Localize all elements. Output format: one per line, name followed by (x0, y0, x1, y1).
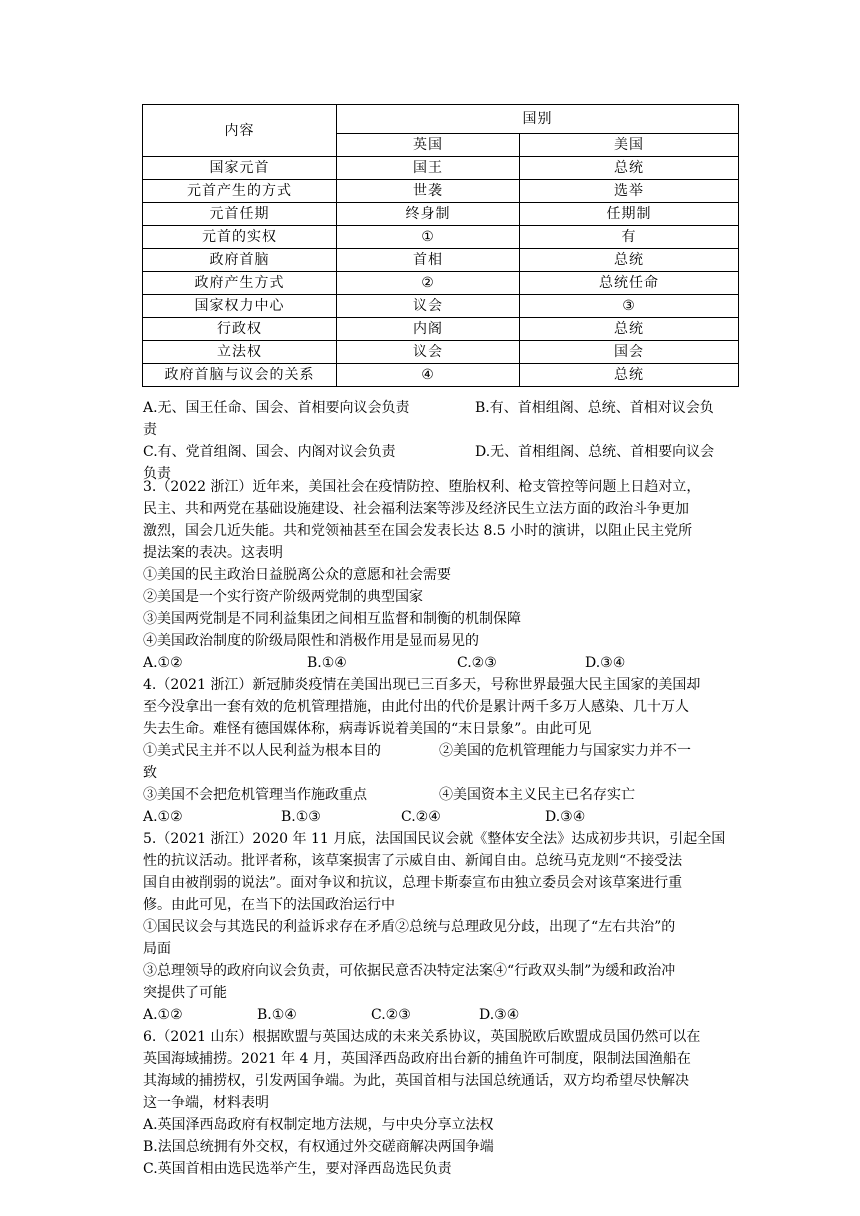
option-d: D.③④ (479, 1007, 520, 1023)
statement: ②美国是一个实行资产阶级两党制的典型国家 (143, 589, 423, 605)
cell-us: 总统 (520, 157, 739, 180)
table-row (143, 364, 739, 387)
cell-us: 有 (520, 226, 739, 249)
row-label: 政府首脑与议会的关系 (143, 364, 337, 387)
cell-us: 选举 (520, 180, 739, 203)
cell-uk: ④ (337, 364, 520, 387)
cell-uk: 世袭 (337, 180, 520, 203)
statement-cont: 局面 (143, 941, 171, 957)
header-us: 美国 (520, 134, 739, 157)
cell-uk: 国王 (337, 157, 520, 180)
question-text: 提法案的表决。这表明 (143, 545, 283, 561)
question-text: 激烈，国会几近失能。共和党领袖甚至在国会发表长达 8.5 小时的演讲，以阻止民主党所 (143, 523, 693, 539)
cell-us: 任期制 (520, 203, 739, 226)
option-b: B.有、首相组阁、总统、首相对议会负 (475, 400, 714, 416)
cell-uk: 议会 (337, 295, 520, 318)
cell-us: 总统 (520, 249, 739, 272)
header-country: 国别 (337, 105, 739, 134)
cell-uk: 首相 (337, 249, 520, 272)
option-c: C.有、党首组阁、国会、内阁对议会负责 (143, 444, 396, 460)
row-label: 行政权 (143, 318, 337, 341)
question-4 (143, 674, 743, 828)
cell-uk: 终身制 (337, 203, 520, 226)
option-b-cont: 责 (143, 422, 157, 438)
option-b: B.①③ (281, 809, 321, 825)
question-5 (143, 828, 743, 1026)
question-text: 3.（2022 浙江）近年来，美国社会在疫情防控、堕胎权利、枪支管控等问题上日趋对立， (143, 479, 701, 495)
table-row (143, 249, 739, 272)
cell-uk: 议会 (337, 341, 520, 364)
cell-us: 总统 (520, 364, 739, 387)
option-d: D.③④ (545, 809, 586, 825)
question-text: 修。由此可见，在当下的法国政治运行中 (143, 897, 395, 913)
table-row (143, 157, 739, 180)
option-c: C.②③ (371, 1007, 411, 1023)
row-label: 元首任期 (143, 203, 337, 226)
option-c: C.②④ (401, 809, 441, 825)
question-text: 国自由被削弱的说法”。面对争议和抗议，总理卡斯泰宣布由独立委员会对该草案进行重 (143, 875, 683, 891)
option-c: C.英国首相由选民选举产生，要对泽西岛选民负责 (143, 1161, 452, 1177)
question-6 (143, 1026, 743, 1180)
question-3 (143, 476, 743, 674)
comparison-table (142, 104, 739, 387)
statement: ③美国两党制是不同利益集团之间相互监督和制衡的机制保障 (143, 611, 521, 627)
statement: ①美国的民主政治日益脱离公众的意愿和社会需要 (143, 567, 451, 583)
question-text: 民主、共和两党在基础设施建设、社会福利法案等涉及经济民生立法方面的政治斗争更加 (143, 501, 689, 517)
question-text: 至今没拿出一套有效的危机管理措施，由此付出的代价是累计两千多万人感染、几十万人 (143, 699, 689, 715)
row-label: 立法权 (143, 341, 337, 364)
row-label: 政府产生方式 (143, 272, 337, 295)
question-text: 性的抗议活动。批评者称，该草案损害了示威自由、新闻自由。总统马克龙则“不接受法 (143, 853, 683, 869)
option-a: A.①② (143, 809, 183, 825)
option-d: D.③④ (585, 655, 626, 671)
question-text: 5.（2021 浙江）2020 年 11 月底，法国国民议会就《整体安全法》达成初步共识，引起全国 (143, 831, 726, 847)
row-label: 政府首脑 (143, 249, 337, 272)
cell-us: ③ (520, 295, 739, 318)
cell-us: 总统 (520, 318, 739, 341)
table-row (143, 295, 739, 318)
option-b: B.①④ (257, 1007, 297, 1023)
question-text: 这一争端，材料表明 (143, 1095, 269, 1111)
option-d: D.无、首相组阁、总统、首相要向议会 (475, 444, 715, 460)
statement: ③美国不会把危机管理当作施政重点 (143, 787, 367, 803)
statement: ④美国政治制度的阶级局限性和消极作用是显而易见的 (143, 633, 479, 649)
cell-us: 总统任命 (520, 272, 739, 295)
statement: ③总理领导的政府向议会负责，可依据民意否决特定法案④“行政双头制”为缓和政治冲 (143, 963, 676, 979)
statement-cont: 突提供了可能 (143, 985, 227, 1001)
row-label: 元首产生的方式 (143, 180, 337, 203)
table-row (143, 226, 739, 249)
table-row (143, 272, 739, 295)
question-text: 其海域的捕捞权，引发两国争端。为此，英国首相与法国总统通话，双方均希望尽快解决 (143, 1073, 689, 1089)
cell-uk: ① (337, 226, 520, 249)
option-a: A.①② (143, 655, 183, 671)
table-row (143, 341, 739, 364)
question-text: 6.（2021 山东）根据欧盟与英国达成的未来关系协议，英国脱欧后欧盟成员国仍然可以在 (143, 1029, 701, 1045)
option-a: A.无、国王任命、国会、首相要向议会负责 (143, 400, 410, 416)
row-label: 元首的实权 (143, 226, 337, 249)
row-label: 国家元首 (143, 157, 337, 180)
cell-uk: 内阁 (337, 318, 520, 341)
header-content: 内容 (143, 105, 337, 157)
question-2-options (143, 397, 743, 485)
cell-uk: ② (337, 272, 520, 295)
question-text: 失去生命。难怪有德国媒体称，病毒诉说着美国的“末日景象”。由此可见 (143, 721, 592, 737)
option-d-cont: 负责 (143, 466, 171, 482)
row-label: 国家权力中心 (143, 295, 337, 318)
statement: ①美式民主并不以人民利益为根本目的 (143, 743, 381, 759)
statement-cont: 致 (143, 765, 157, 781)
option-b: B.法国总统拥有外交权，有权通过外交磋商解决两国争端 (143, 1139, 494, 1155)
statement: ④美国资本主义民主已名存实亡 (439, 787, 635, 803)
cell-us: 国会 (520, 341, 739, 364)
header-uk: 英国 (337, 134, 520, 157)
statement: ②美国的危机管理能力与国家实力并不一 (439, 743, 691, 759)
option-c: C.②③ (457, 655, 497, 671)
table-row (143, 203, 739, 226)
option-b: B.①④ (307, 655, 347, 671)
question-text: 4.（2021 浙江）新冠肺炎疫情在美国出现已三百多天，号称世界最强大民主国家的美国却 (143, 677, 701, 693)
option-a: A.英国泽西岛政府有权制定地方法规，与中央分享立法权 (143, 1117, 494, 1133)
question-text: 英国海域捕捞。2021 年 4 月，英国泽西岛政府出台新的捕鱼许可制度，限制法国渔船在 (143, 1051, 691, 1067)
table-row (143, 318, 739, 341)
statement: ①国民议会与其选民的利益诉求存在矛盾②总统与总理政见分歧，出现了“左右共治”的 (143, 919, 676, 935)
table-row (143, 180, 739, 203)
option-a: A.①② (143, 1007, 183, 1023)
